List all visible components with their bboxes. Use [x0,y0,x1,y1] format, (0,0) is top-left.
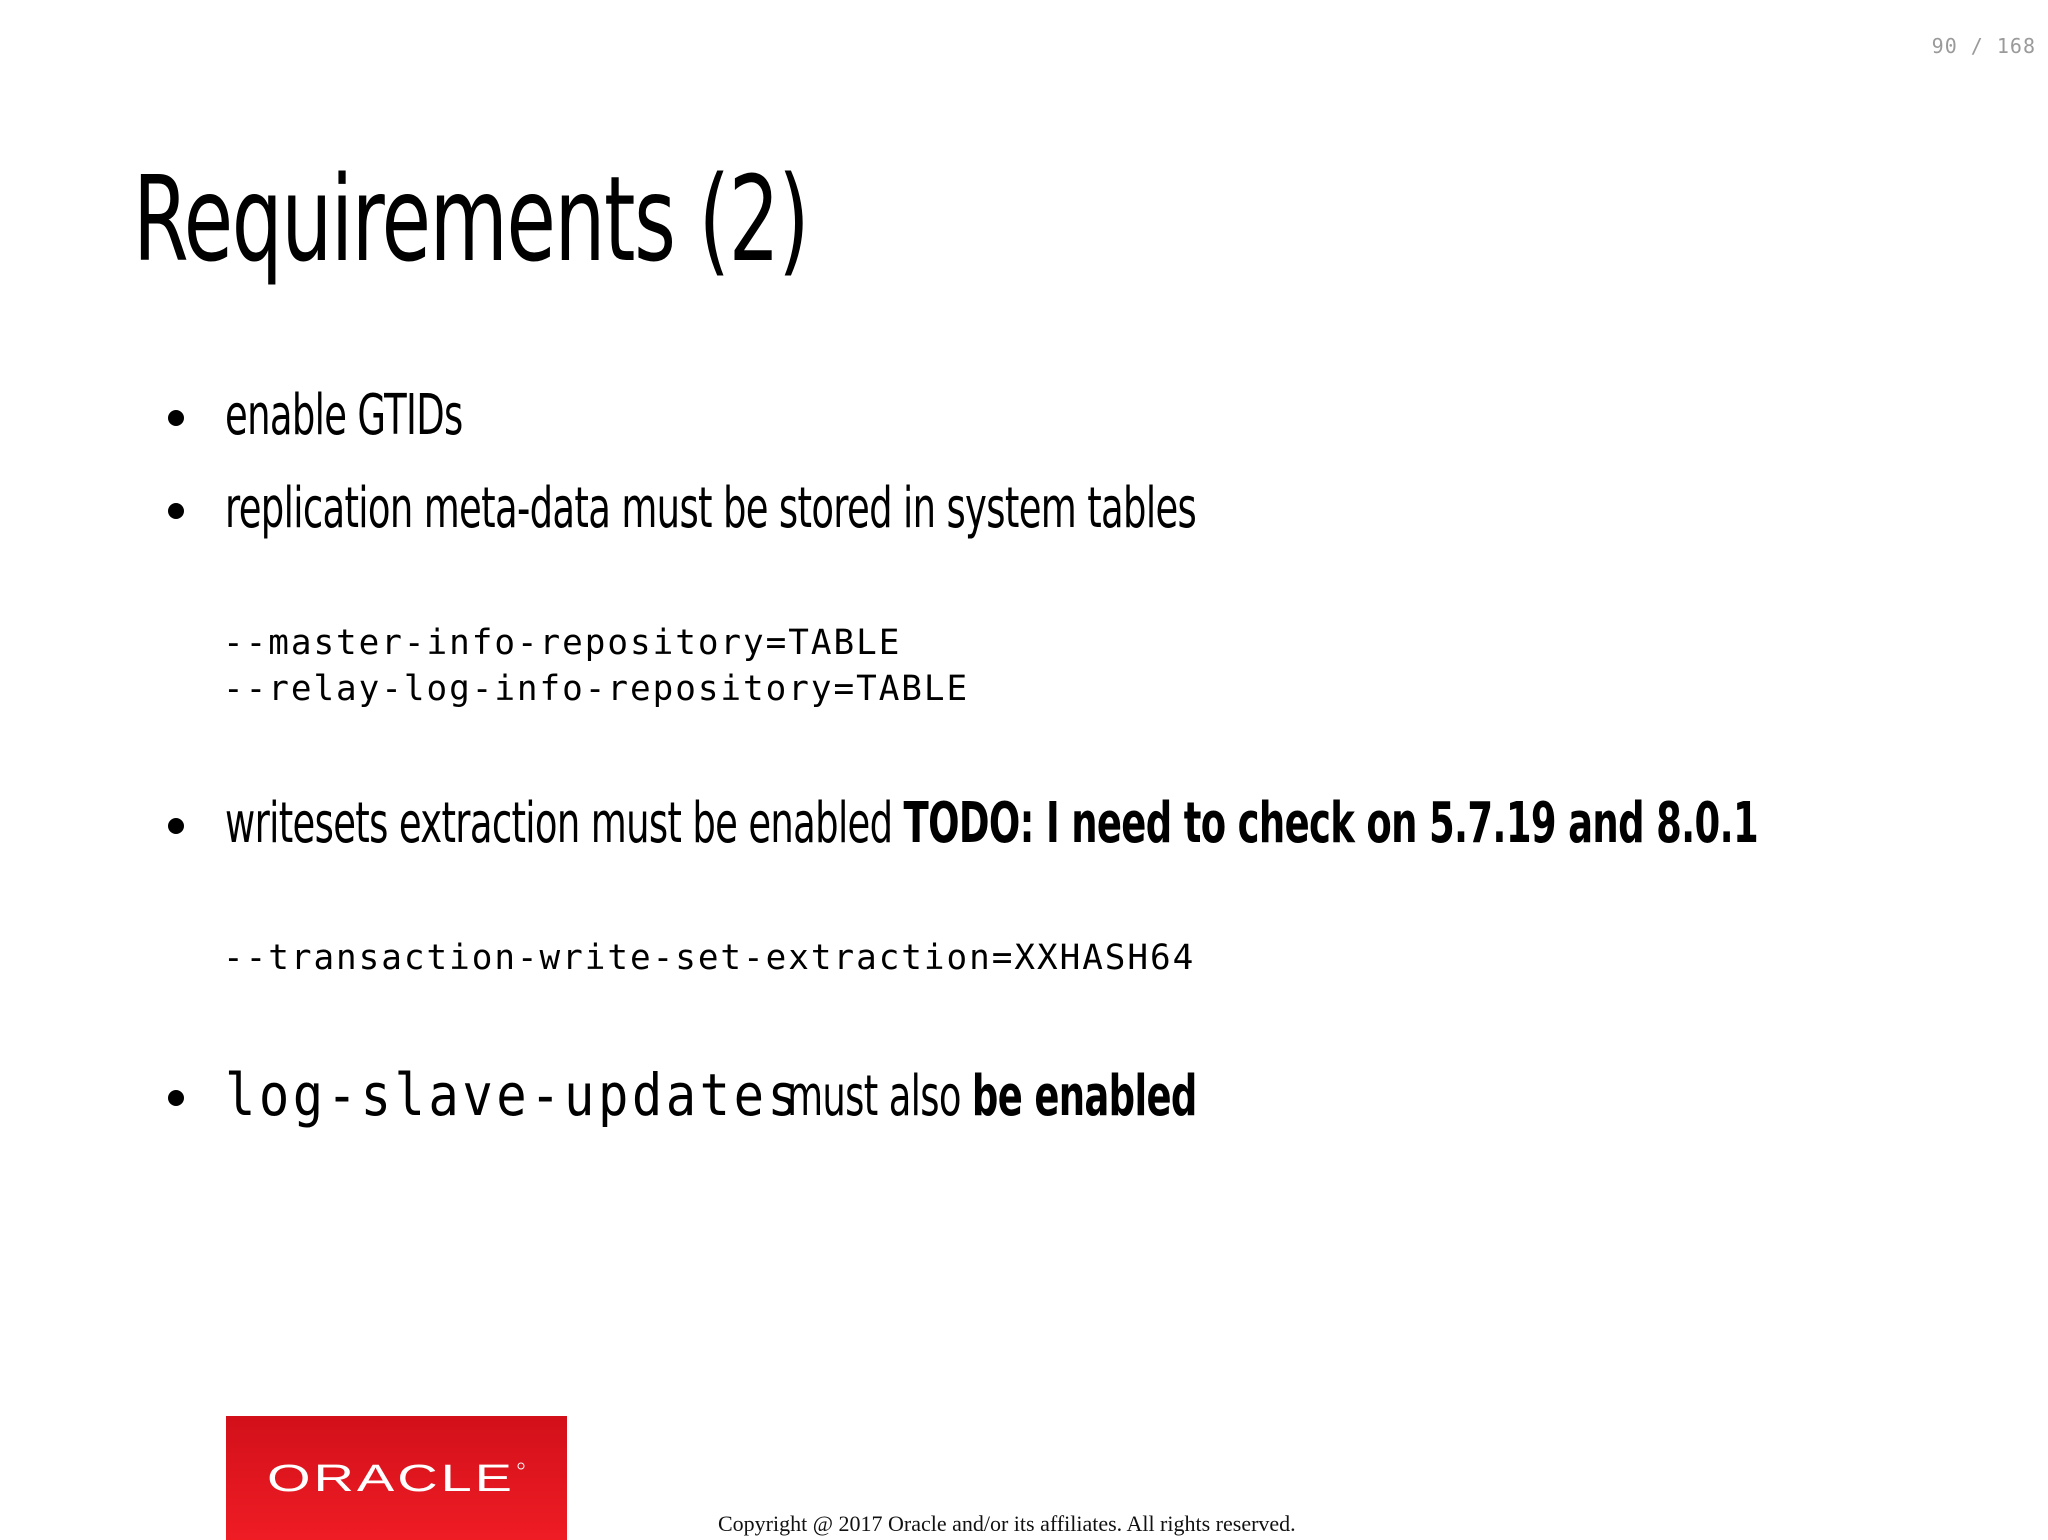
page-counter: 90 / 168 [1931,34,2036,58]
slide-title: Requirements (2) [133,150,809,288]
todo-note: TODO: I need to check on 5.7.19 and 8.0.1 [903,791,1759,856]
bullet-text: replication meta-data must be stored in system tables [225,476,1197,541]
oracle-wordmark-icon [267,1458,527,1498]
bullet-text [225,791,1759,856]
copyright-notice: Copyright @ 2017 Oracle and/or its affiliates. All rights reserved. [718,1511,1296,1536]
bullet-text: enable GTIDs [225,383,463,448]
bullet-dot [168,818,184,834]
bullet-text-normal: writesets extraction must be enabled [225,791,904,856]
bullet-dot [168,410,184,426]
oracle-logo [226,1416,567,1540]
bullet-text-normal: must also [787,1064,972,1129]
code-block-writeset-option: --transaction-write-set-extraction=XXHASH64 [223,938,1196,978]
bullet-text [225,1061,1197,1129]
code-block-repository-options: --master-info-repository=TABLE --relay-log-info-repository=TABLE [223,623,970,709]
bullet-text-bold: be enabled [971,1064,1197,1129]
inline-code-option: log-slave-updates [225,1061,802,1129]
bullet-dot [168,1090,184,1106]
oracle-wordmark-text: ORACLE [266,1458,515,1498]
bullet-dot [168,503,184,519]
